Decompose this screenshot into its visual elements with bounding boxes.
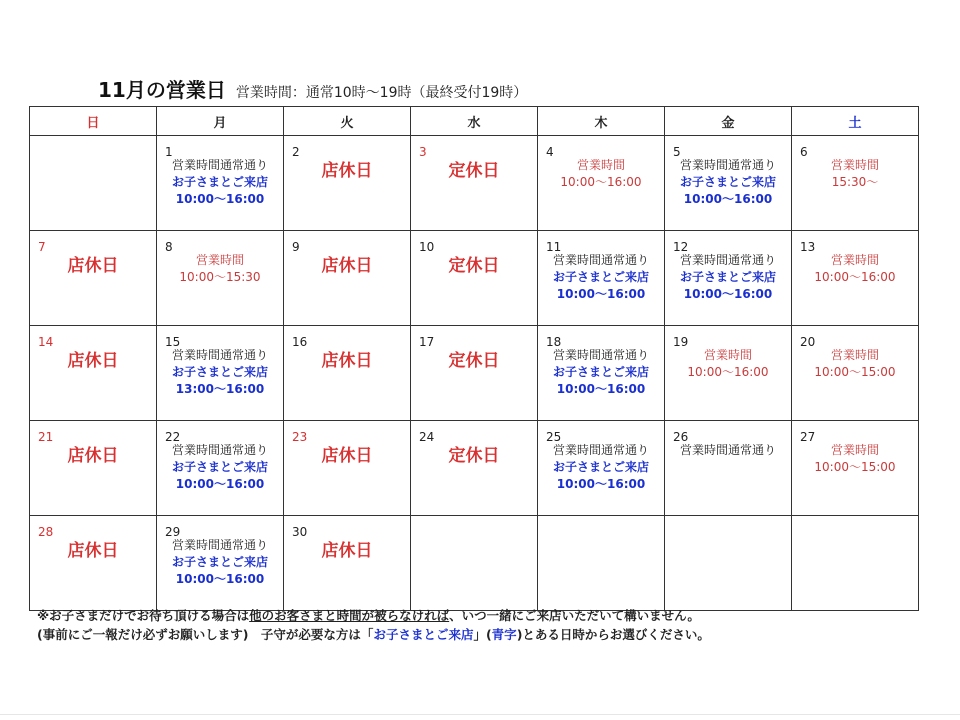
day-number: 13	[800, 240, 816, 254]
calendar-empty-cell	[665, 516, 792, 611]
day-number: 1	[165, 145, 173, 159]
weekday-tuesday: 火	[284, 107, 411, 136]
calendar-empty-cell	[411, 516, 538, 611]
kids-visit-text: お子さまとご来店	[171, 555, 268, 569]
regular-hours-text: 営業時間通常通り	[171, 348, 268, 362]
calendar-day-cell	[157, 421, 284, 516]
day-content	[157, 537, 283, 588]
calendar-day-cell	[792, 326, 919, 421]
day-content	[30, 537, 156, 562]
kids-visit-text: 10:00〜16:00	[556, 477, 646, 491]
calendar-week-row	[30, 231, 919, 326]
closed-day-label: 定休日	[448, 351, 500, 371]
special-hours-text: 10:00〜16:00	[687, 365, 769, 379]
day-number: 26	[673, 430, 689, 444]
kids-visit-text: お子さまとご来店	[171, 460, 268, 474]
closed-day-label: 定休日	[448, 161, 500, 181]
weekday-thursday: 木	[538, 107, 665, 136]
calendar-day-cell	[284, 136, 411, 231]
special-hours-text: 営業時間	[576, 158, 625, 172]
day-number: 2	[292, 145, 300, 159]
note-2-text-c: )とある日時からお選びください。	[516, 627, 710, 642]
calendar-table	[29, 106, 919, 611]
day-content	[538, 347, 664, 398]
page-title: 11月の営業日	[98, 78, 226, 102]
special-hours-text: 10:00〜15:00	[814, 365, 896, 379]
day-number: 14	[38, 335, 54, 349]
kids-visit-text: お子さまとご来店	[552, 270, 649, 284]
kids-visit-text: お子さまとご来店	[552, 365, 649, 379]
day-content	[411, 442, 537, 467]
kids-visit-text: お子さまとご来店	[679, 270, 776, 284]
special-hours-text: 営業時間	[195, 253, 244, 267]
day-content	[30, 347, 156, 372]
day-number: 6	[800, 145, 808, 159]
day-content	[157, 347, 283, 398]
day-number: 20	[800, 335, 816, 349]
calendar-day-cell	[538, 326, 665, 421]
kids-visit-text: 10:00〜16:00	[556, 287, 646, 301]
weekday-friday: 金	[665, 107, 792, 136]
kids-visit-text: お子さまとご来店	[679, 175, 776, 189]
day-number: 21	[38, 430, 54, 444]
day-number: 11	[546, 240, 562, 254]
day-content	[284, 252, 410, 277]
calendar-day-cell	[30, 231, 157, 326]
special-hours-text: 10:00〜16:00	[814, 270, 896, 284]
day-content	[284, 347, 410, 372]
note-1-text-a: ※お子さまだけでお待ち頂ける場合は	[37, 608, 250, 623]
regular-hours-text: 営業時間通常通り	[552, 348, 649, 362]
kids-visit-text: 10:00〜16:00	[175, 572, 265, 586]
closed-day-label: 店休日	[321, 351, 373, 371]
day-content	[284, 442, 410, 467]
special-hours-text: 10:00〜16:00	[560, 175, 642, 189]
day-number: 3	[419, 145, 427, 159]
note-line-1	[37, 606, 710, 625]
day-content	[792, 347, 918, 381]
closed-day-label: 店休日	[321, 161, 373, 181]
day-content	[157, 157, 283, 208]
calendar-day-cell	[157, 516, 284, 611]
note-1-text-b: 、いつ一緒にご来店いただいて構いません。	[449, 608, 700, 623]
regular-hours-text: 営業時間通常通り	[679, 253, 776, 267]
closed-day-label: 店休日	[321, 446, 373, 466]
day-content	[157, 252, 283, 286]
day-number: 19	[673, 335, 689, 349]
day-content	[30, 442, 156, 467]
kids-visit-text: お子さまとご来店	[552, 460, 649, 474]
closed-day-label: 店休日	[67, 541, 119, 561]
day-content	[792, 157, 918, 191]
calendar-body	[30, 136, 919, 611]
calendar-day-cell	[284, 231, 411, 326]
closed-day-label: 店休日	[67, 351, 119, 371]
regular-hours-text: 営業時間通常通り	[171, 443, 268, 457]
day-number: 29	[165, 525, 181, 539]
day-content	[157, 442, 283, 493]
notes	[37, 606, 710, 644]
calendar-day-cell	[411, 421, 538, 516]
calendar-day-cell	[792, 421, 919, 516]
day-number: 7	[38, 240, 46, 254]
closed-day-label: 定休日	[448, 446, 500, 466]
calendar-empty-cell	[792, 516, 919, 611]
day-number: 16	[292, 335, 308, 349]
day-content	[665, 252, 791, 303]
day-number: 17	[419, 335, 435, 349]
day-content	[538, 157, 664, 191]
calendar-day-cell	[157, 326, 284, 421]
day-number: 12	[673, 240, 689, 254]
calendar-day-cell	[411, 326, 538, 421]
special-hours-text: 15:30〜	[831, 175, 879, 189]
calendar-day-cell	[665, 421, 792, 516]
day-content	[411, 157, 537, 182]
kids-visit-text: 13:00〜16:00	[175, 382, 265, 396]
closed-day-label: 店休日	[67, 446, 119, 466]
closed-day-label: 店休日	[321, 256, 373, 276]
note-line-2	[37, 625, 710, 644]
weekday-sunday: 日	[30, 107, 157, 136]
day-number: 8	[165, 240, 173, 254]
day-number: 28	[38, 525, 54, 539]
kids-visit-text: お子さまとご来店	[171, 365, 268, 379]
special-hours-text: 営業時間	[703, 348, 752, 362]
calendar-day-cell	[30, 421, 157, 516]
closed-day-label: 定休日	[448, 256, 500, 276]
special-hours-text: 10:00〜15:00	[814, 460, 896, 474]
regular-hours-text: 営業時間通常通り	[679, 443, 776, 457]
calendar-day-cell	[792, 231, 919, 326]
day-content	[538, 442, 664, 493]
day-content	[792, 252, 918, 286]
special-hours-text: 10:00〜15:30	[179, 270, 261, 284]
note-2-text-a: (事前にご一報だけ必ずお願いします) 子守が必要な方は「	[37, 627, 374, 642]
note-2-blue-a: お子さまとご来店	[373, 627, 474, 642]
day-number: 18	[546, 335, 562, 349]
weekday-saturday: 土	[792, 107, 919, 136]
kids-visit-text: 10:00〜16:00	[683, 287, 773, 301]
calendar-week-row	[30, 421, 919, 516]
day-number: 30	[292, 525, 308, 539]
regular-hours-text: 営業時間通常通り	[171, 158, 268, 172]
calendar-day-cell	[665, 136, 792, 231]
day-number: 27	[800, 430, 816, 444]
note-2-text-b: 」(	[473, 627, 492, 642]
kids-visit-text: 10:00〜16:00	[556, 382, 646, 396]
weekday-wednesday: 水	[411, 107, 538, 136]
kids-visit-text: 10:00〜16:00	[175, 192, 265, 206]
calendar-day-cell	[30, 516, 157, 611]
calendar-week-row	[30, 516, 919, 611]
calendar-week-row	[30, 326, 919, 421]
day-number: 4	[546, 145, 554, 159]
calendar-day-cell	[284, 421, 411, 516]
calendar-day-cell	[665, 326, 792, 421]
day-content	[538, 252, 664, 303]
kids-visit-text: お子さまとご来店	[171, 175, 268, 189]
regular-hours-text: 営業時間通常通り	[171, 538, 268, 552]
business-hours-subtitle: 営業時間：通常10時〜19時（最終受付19時）	[235, 85, 528, 101]
special-hours-text: 営業時間	[830, 158, 879, 172]
day-content	[411, 347, 537, 372]
day-content	[284, 537, 410, 562]
day-number: 23	[292, 430, 308, 444]
weekday-monday: 月	[157, 107, 284, 136]
regular-hours-text: 営業時間通常通り	[679, 158, 776, 172]
day-number: 25	[546, 430, 562, 444]
calendar-day-cell	[284, 516, 411, 611]
day-number: 15	[165, 335, 181, 349]
note-2-blue-b: 青字	[491, 627, 517, 642]
regular-hours-text: 営業時間通常通り	[552, 443, 649, 457]
day-number: 5	[673, 145, 681, 159]
calendar-week-row	[30, 136, 919, 231]
closed-day-label: 店休日	[67, 256, 119, 276]
calendar-empty-cell	[538, 516, 665, 611]
bottom-divider	[0, 714, 960, 715]
calendar-day-cell	[538, 136, 665, 231]
day-content	[665, 347, 791, 381]
calendar-day-cell	[411, 231, 538, 326]
day-number: 9	[292, 240, 300, 254]
day-content	[665, 442, 791, 459]
calendar-day-cell	[157, 231, 284, 326]
calendar-day-cell	[157, 136, 284, 231]
day-content	[792, 442, 918, 476]
special-hours-text: 営業時間	[830, 253, 879, 267]
day-content	[30, 252, 156, 277]
kids-visit-text: 10:00〜16:00	[683, 192, 773, 206]
calendar-day-cell	[538, 231, 665, 326]
special-hours-text: 営業時間	[830, 348, 879, 362]
day-number: 24	[419, 430, 435, 444]
calendar-day-cell	[665, 231, 792, 326]
closed-day-label: 店休日	[321, 541, 373, 561]
calendar-day-cell	[411, 136, 538, 231]
day-content	[411, 252, 537, 277]
weekday-header-row	[30, 107, 919, 136]
kids-visit-text: 10:00〜16:00	[175, 477, 265, 491]
note-1-underlined: 他のお客さまと時間が被らなければ	[249, 608, 450, 623]
calendar-day-cell	[538, 421, 665, 516]
calendar-day-cell	[792, 136, 919, 231]
calendar-day-cell	[30, 326, 157, 421]
day-number: 10	[419, 240, 435, 254]
day-number: 22	[165, 430, 181, 444]
calendar-empty-cell	[30, 136, 157, 231]
calendar-day-cell	[284, 326, 411, 421]
special-hours-text: 営業時間	[830, 443, 879, 457]
day-content	[665, 157, 791, 208]
day-content	[284, 157, 410, 182]
page-heading	[98, 74, 527, 100]
regular-hours-text: 営業時間通常通り	[552, 253, 649, 267]
